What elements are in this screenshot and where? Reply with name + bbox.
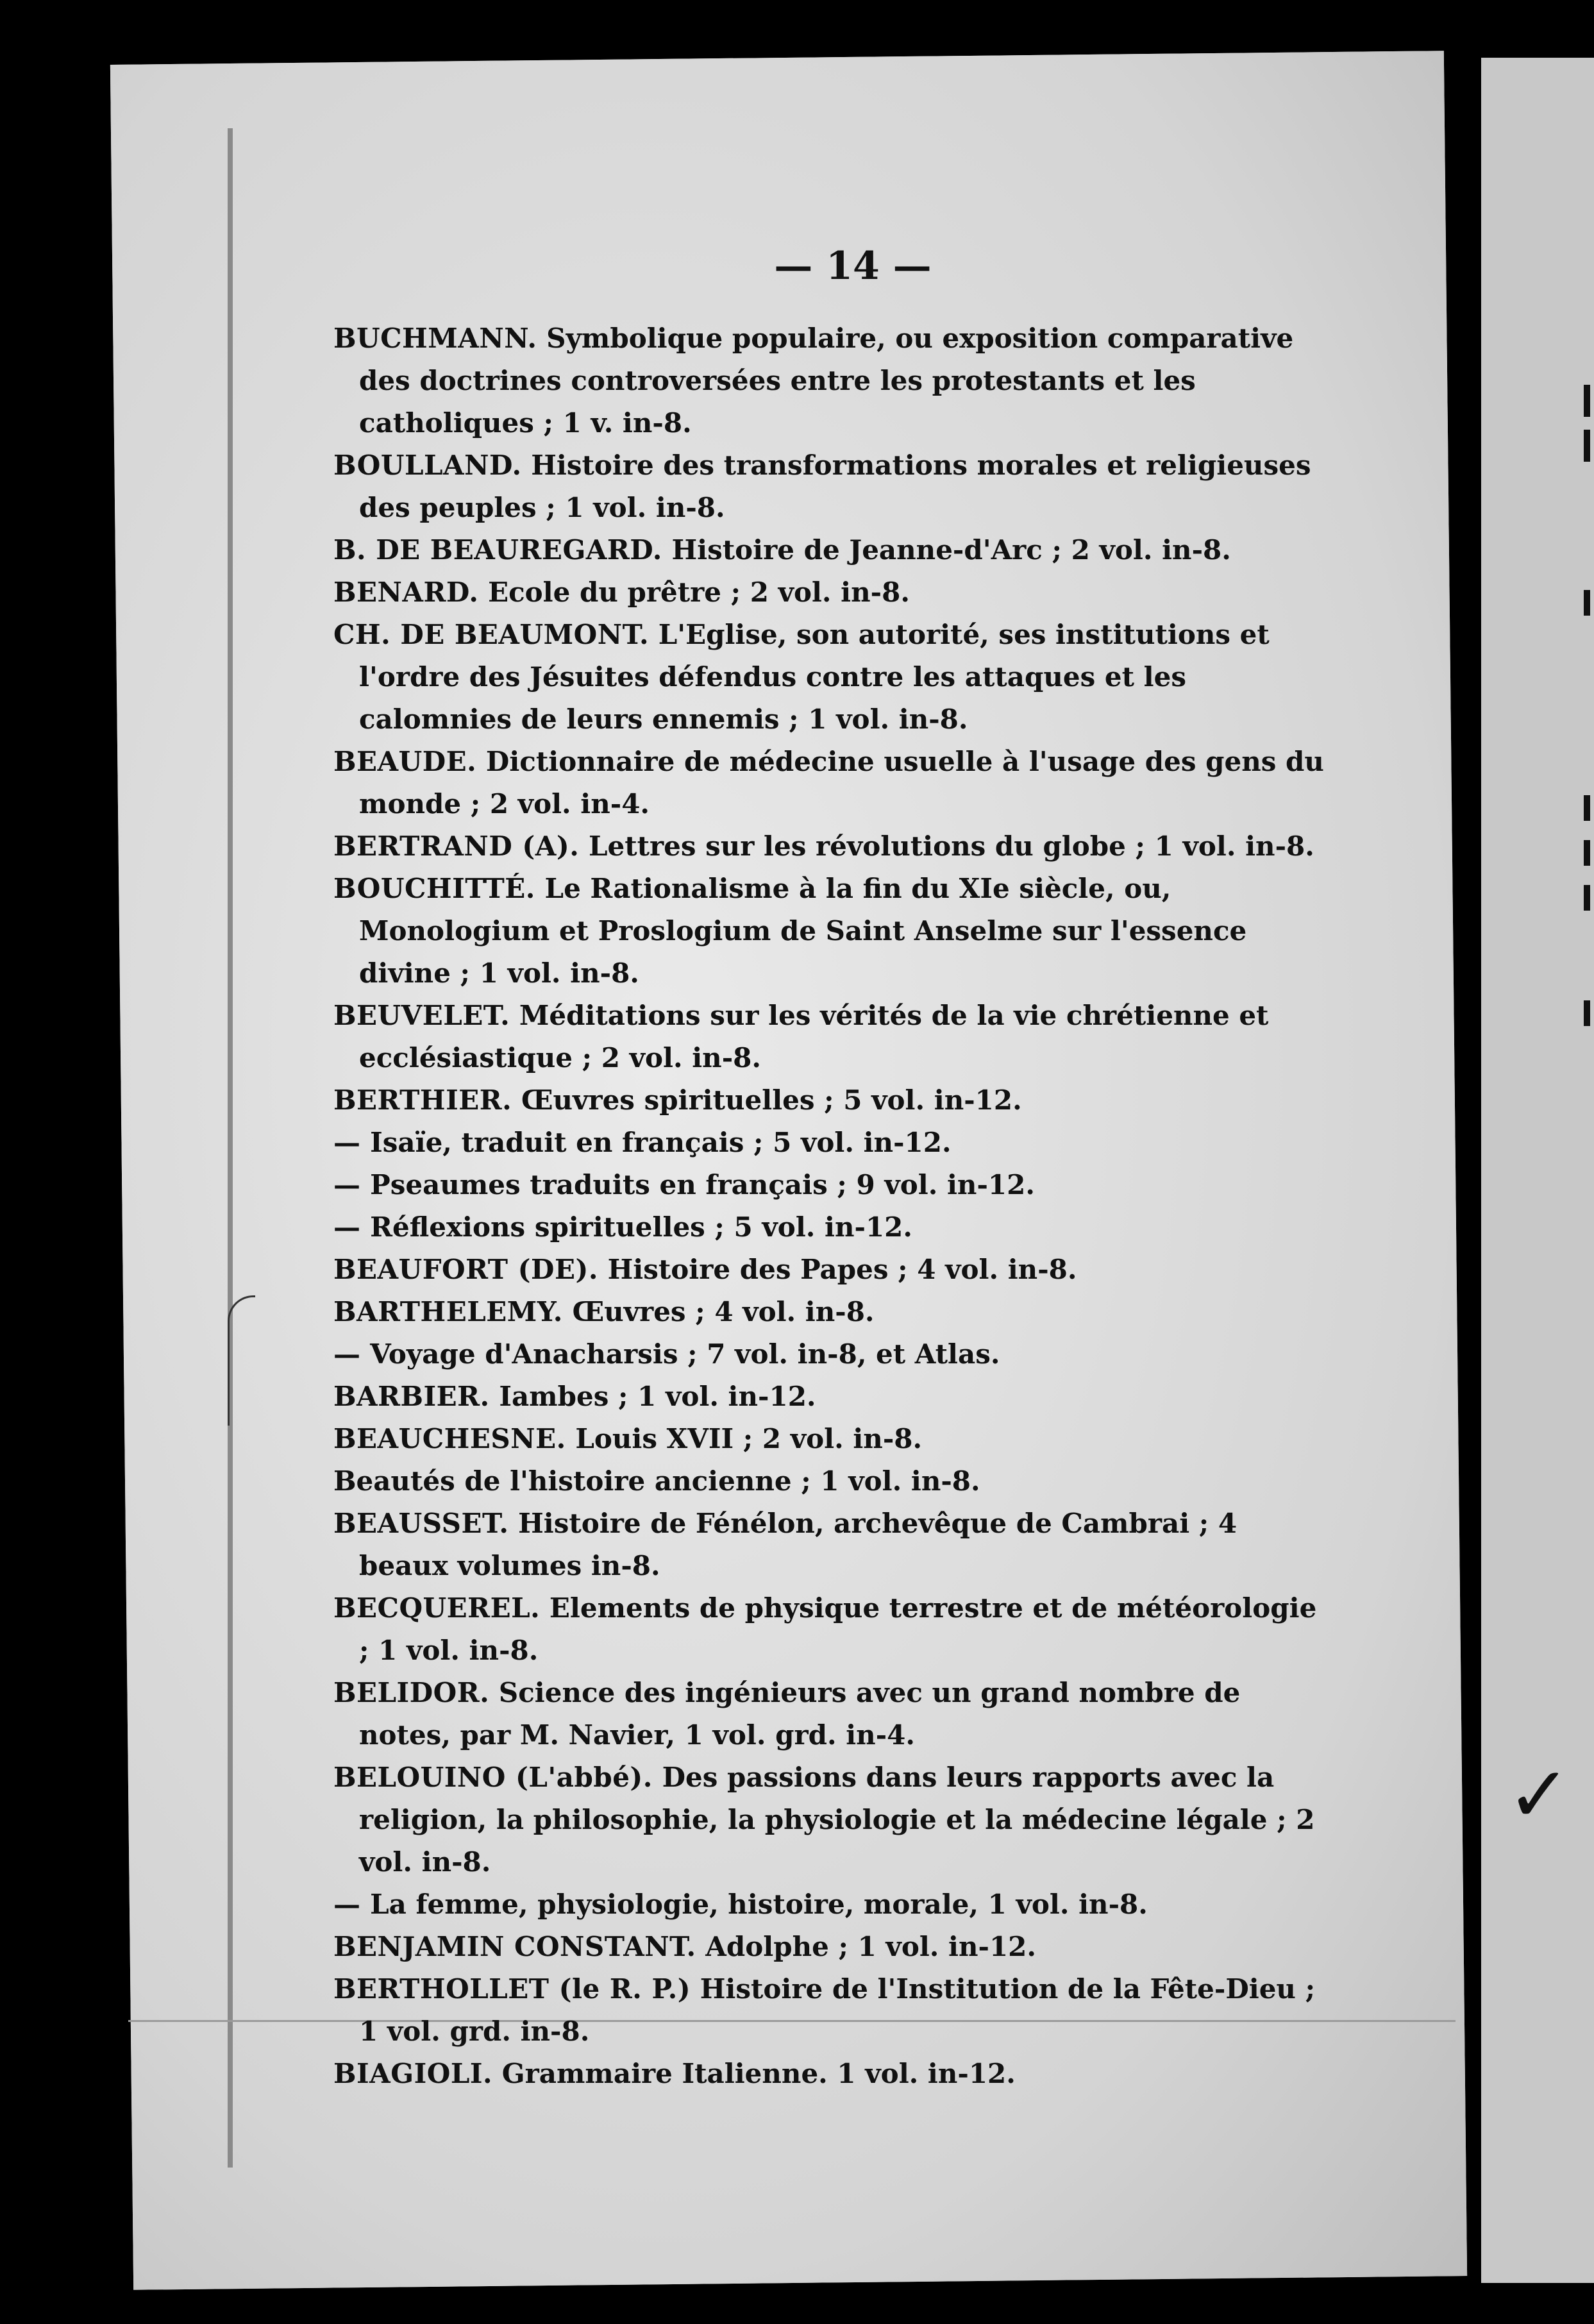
- entry-text: Grammaire Italienne. 1 vol. in-12.: [501, 2058, 1016, 2089]
- entry-text: Méditations sur les vérités de la vie chrétienne et ecclésiastique ; 2 vol. in-8.: [359, 1000, 1269, 1074]
- entry-author: BENJAMIN CONSTANT.: [333, 1931, 696, 1962]
- entry-text: Iambes ; 1 vol. in-12.: [499, 1381, 816, 1412]
- entry-author: BOULLAND.: [333, 450, 522, 481]
- catalogue-entry: [333, 1376, 1334, 1418]
- catalogue-entry: [333, 444, 1334, 529]
- entry-author: BOUCHITTÉ.: [333, 873, 535, 904]
- edge-mark: [1584, 385, 1590, 417]
- entry-text: L'Eglise, son autorité, ses institutions et l'ordre des Jésuites défendus contre les attaques et les calomnies de leurs ennemis ; 1 vol. in-8.: [359, 619, 1270, 735]
- entry-text: Le Rationalisme à la fin du XIe siècle, ou, Monologium et Proslogium de Saint Anselme sur l'essence divine ; 1 vol. in-8.: [359, 873, 1247, 989]
- entry-author: BENARD.: [333, 577, 479, 608]
- entry-text: Dictionnaire de médecine usuelle à l'usage des gens du monde ; 2 vol. in-4.: [359, 746, 1324, 820]
- entry-author: BEAUSSET.: [333, 1508, 509, 1539]
- entry-author: —: [333, 1889, 361, 1920]
- entry-author: BELOUINO (L'abbé).: [333, 1762, 653, 1793]
- margin-rule: [228, 128, 233, 2168]
- entry-text: La femme, physiologie, histoire, morale, 1 vol. in-8.: [370, 1889, 1148, 1920]
- catalogue-entry: [333, 1333, 1334, 1376]
- catalogue-entry: [333, 1672, 1334, 1756]
- catalogue-entry: [333, 1079, 1334, 1122]
- entry-text: Adolphe ; 1 vol. in-12.: [705, 1931, 1037, 1962]
- catalogue-entry: [333, 1164, 1334, 1206]
- entry-author: BEUVELET.: [333, 1000, 510, 1031]
- entry-text: Réflexions spirituelles ; 5 vol. in-12.: [370, 1211, 913, 1243]
- catalogue-entry: [333, 1926, 1334, 1968]
- entry-text: Science des ingénieurs avec un grand nombre de notes, par M. Navier, 1 vol. grd. in-4.: [359, 1677, 1241, 1751]
- edge-mark: [1584, 885, 1590, 911]
- catalogue-entry: [333, 1206, 1334, 1249]
- entry-author: BUCHMANN.: [333, 323, 537, 354]
- entry-author: BELIDOR.: [333, 1677, 490, 1708]
- catalogue-entry: [333, 825, 1334, 868]
- catalogue-entry: [333, 614, 1334, 741]
- page-number: — 14 —: [774, 244, 932, 289]
- catalogue-entry: [333, 529, 1334, 571]
- entry-author: BARBIER.: [333, 1381, 490, 1412]
- catalogue-entry: [333, 1503, 1334, 1587]
- entry-text: Voyage d'Anacharsis ; 7 vol. in-8, et Atlas.: [370, 1338, 1000, 1370]
- entry-text: Isaïe, traduit en français ; 5 vol. in-12.: [370, 1127, 952, 1158]
- adjacent-page-edge: [1481, 58, 1594, 2283]
- catalogue-entry: [333, 1756, 1334, 1883]
- catalogue-entry: [333, 571, 1334, 614]
- entry-author: BARTHELEMY.: [333, 1296, 563, 1327]
- catalogue-entry: [333, 317, 1334, 444]
- entry-author: BERTHIER.: [333, 1084, 512, 1116]
- edge-mark: [1584, 590, 1590, 616]
- entry-author: —: [333, 1338, 361, 1370]
- entry-text: Histoire des transformations morales et religieuses des peuples ; 1 vol. in-8.: [359, 450, 1311, 523]
- margin-bracket-mark: [228, 1295, 255, 1426]
- entry-author: BERTHOLLET (le R. P.): [333, 1973, 691, 2005]
- entry-author: BECQUEREL.: [333, 1592, 541, 1624]
- edge-mark: [1584, 1000, 1590, 1026]
- catalogue-entry: [333, 1418, 1334, 1460]
- catalogue-entry: [333, 1122, 1334, 1164]
- entry-text: Histoire de Fénélon, archevêque de Cambrai ; 4 beaux volumes in-8.: [359, 1508, 1237, 1581]
- entry-text: Pseaumes traduits en français ; 9 vol. in-12.: [370, 1169, 1035, 1200]
- entry-text: Histoire de Jeanne-d'Arc ; 2 vol. in-8.: [671, 534, 1231, 566]
- catalogue-entry: [333, 995, 1334, 1079]
- entry-text: Des passions dans leurs rapports avec la religion, la philosophie, la physiologie et la médecine légale ; 2 vol. in-8.: [359, 1762, 1315, 1878]
- catalogue-entry: [333, 868, 1334, 995]
- entry-author: B. DE BEAUREGARD.: [333, 534, 662, 566]
- entry-author: BEAUCHESNE.: [333, 1423, 566, 1454]
- entry-author: —: [333, 1211, 361, 1243]
- margin-check-mark: ✓: [1507, 1751, 1572, 1840]
- entry-text: Histoire de l'Institution de la Fête-Dieu ; 1 vol. grd. in-8.: [359, 1973, 1316, 2047]
- entry-text: Louis XVII ; 2 vol. in-8.: [575, 1423, 923, 1454]
- catalogue-entry: [333, 1968, 1334, 2053]
- entry-author: —: [333, 1169, 361, 1200]
- entry-text: Œuvres spirituelles ; 5 vol. in-12.: [521, 1084, 1022, 1116]
- catalogue-entry: [333, 1291, 1334, 1333]
- entry-text: Beautés de l'histoire ancienne ; 1 vol. in-8.: [333, 1465, 980, 1497]
- catalogue-entries: [333, 317, 1334, 2095]
- edge-mark: [1584, 795, 1590, 821]
- entry-author: CH. DE BEAUMONT.: [333, 619, 650, 650]
- entry-author: BEAUFORT (DE).: [333, 1254, 598, 1285]
- entry-text: Lettres sur les révolutions du globe ; 1 vol. in-8.: [588, 830, 1314, 862]
- catalogue-entry: [333, 1883, 1334, 1926]
- entry-text: Ecole du prêtre ; 2 vol. in-8.: [488, 577, 910, 608]
- catalogue-entry: [333, 741, 1334, 825]
- catalogue-entry: [333, 1460, 1334, 1503]
- entry-author: BERTRAND (A).: [333, 830, 580, 862]
- entry-text: Elements de physique terrestre et de météorologie ; 1 vol. in-8.: [359, 1592, 1317, 1666]
- catalogue-entry: [333, 2053, 1334, 2095]
- catalogue-entry: [333, 1587, 1334, 1672]
- catalogue-entry: [333, 1249, 1334, 1291]
- edge-mark: [1584, 430, 1590, 462]
- entry-text: Œuvres ; 4 vol. in-8.: [572, 1296, 875, 1327]
- edge-mark: [1584, 840, 1590, 866]
- entry-text: Histoire des Papes ; 4 vol. in-8.: [607, 1254, 1077, 1285]
- entry-author: BIAGIOLI.: [333, 2058, 493, 2089]
- entry-author: BEAUDE.: [333, 746, 477, 777]
- entry-text: Symbolique populaire, ou exposition comparative des doctrines controversées entre les protestants et les catholiques ; 1 v. in-8.: [359, 323, 1294, 439]
- entry-author: —: [333, 1127, 361, 1158]
